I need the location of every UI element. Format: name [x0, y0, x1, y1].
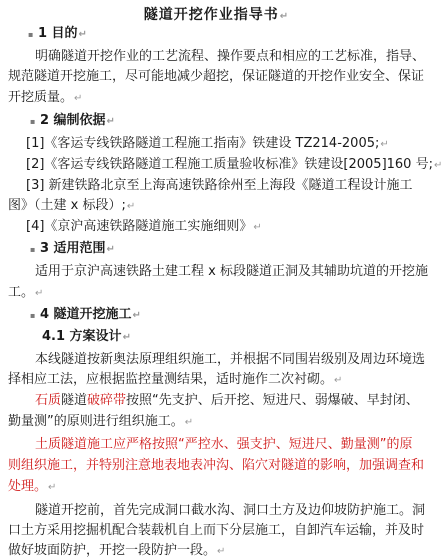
section-2-heading: ▪ 2 编制依据↵	[30, 113, 115, 128]
paragraph-line: 本线隧道按新奥法原理组织施工，并根据不同围岩级别及周边环境选	[35, 352, 426, 367]
highlighted-paragraph-line: 土质隧道施工应严格按照“严控水、强支护、短进尺、勤量测”的原	[35, 437, 413, 452]
section-4-heading: ▪ 4 隧道开挖施工↵	[30, 307, 141, 322]
subsection-heading: 4.1 方案设计↵	[42, 329, 131, 344]
highlighted-paragraph-line: 则组织施工，并特别注意地表地表冲沟、陷穴对隧道的影响，加强调查和	[8, 458, 425, 473]
paragraph-line: 适用于京沪高速铁路土建工程 x 标段隧道正洞及其辅助坑道的开挖施	[35, 264, 428, 279]
reference-item: 图》（土建 x 标段）;↵	[8, 198, 136, 213]
document-title: 隧道开挖作业指导书↵	[143, 7, 290, 23]
paragraph-line: 石质隧道破碎带按照“先支护、后开挖、短进尺、弱爆破、早封闭、	[35, 393, 419, 408]
paragraph-line: 做好坡面防护，开挖一段防护一段。↵	[8, 543, 226, 558]
paragraph-line: 开挖质量。↵	[8, 90, 83, 105]
reference-item: [1]《客运专线铁路隧道工程施工指南》铁建设 TZ214-2005;↵	[26, 136, 389, 151]
reference-item: [2]《客运专线铁路隧道工程施工质量验收标准》铁建设[2005]160 号;↵	[26, 157, 442, 172]
paragraph-line: 择相应工法，应根据监控量测结果，适时施作二次衬砌。↵	[8, 372, 343, 387]
reference-item: [4]《京沪高速铁路隧道施工实施细则》↵	[26, 219, 262, 234]
paragraph-line: 工。↵	[8, 285, 44, 300]
paragraph-line: 口土方采用挖掘机配合装载机自上而下分层施工，自卸汽车运输，并及时	[8, 523, 425, 538]
section-1-heading: ▪ 1 目的↵	[28, 26, 87, 41]
highlighted-paragraph-line: 处理。↵	[8, 479, 57, 494]
paragraph-line: 明确隧道开挖作业的工艺流程、操作要点和相应的工艺标准，指导、	[35, 49, 426, 64]
section-3-heading: ▪ 3 适用范围↵	[30, 241, 115, 256]
paragraph-line: 隧道开挖前，首先完成洞口截水沟、洞口土方及边仰坡防护施工。洞	[35, 503, 426, 518]
paragraph-line: 规范隧道开挖施工，尽可能地减少超挖，保证隧道的开挖作业安全、保证	[8, 69, 425, 84]
reference-item: [3] 新建铁路北京至上海高速铁路徐州至上海段《隧道工程设计施工	[26, 178, 413, 193]
paragraph-line: 勤量测”的原则进行组织施工。↵	[8, 414, 194, 429]
